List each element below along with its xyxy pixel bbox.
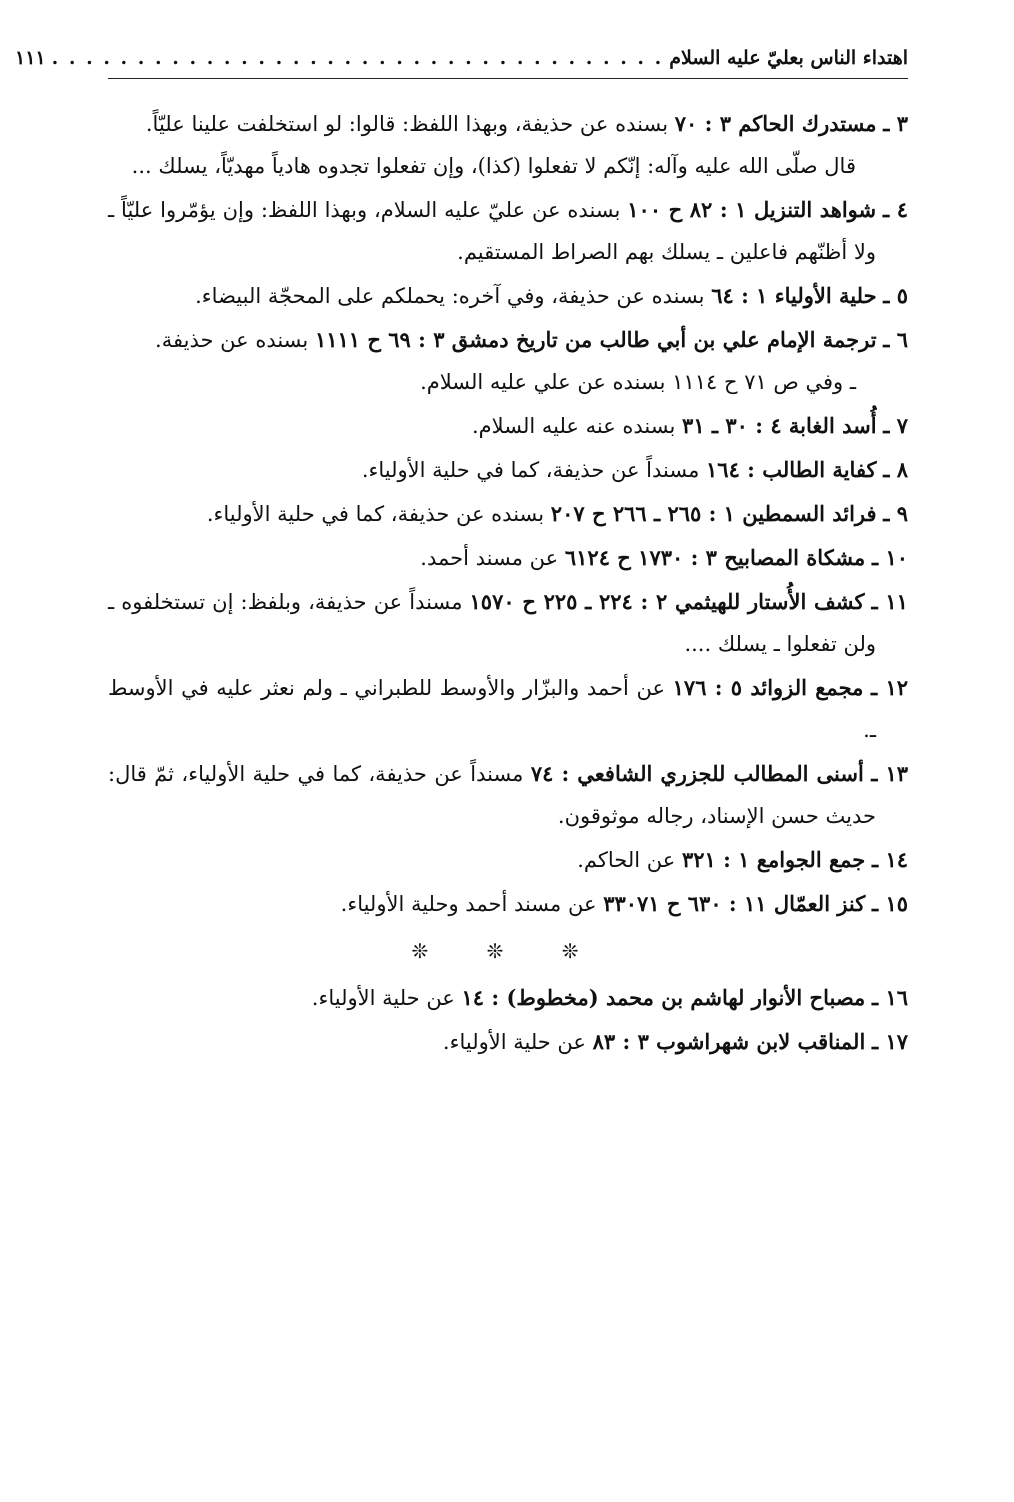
entry-number: ٥ ـ <box>883 283 908 308</box>
entry-text: بسنده عن حذيفة، كما في حلية الأولياء. <box>206 502 545 526</box>
entry-number: ١٣ ـ <box>871 761 908 786</box>
list-item <box>108 1021 908 1063</box>
list-item <box>108 537 908 579</box>
list-item <box>108 667 908 751</box>
entry-number: ٤ ـ <box>883 197 908 222</box>
entry-source: مستدرك الحاكم ٣ : ٧٠ <box>674 111 877 136</box>
list-item <box>108 103 908 187</box>
list-item <box>108 189 908 273</box>
list-item <box>108 405 908 447</box>
list-item <box>108 275 908 317</box>
entry-source: مجمع الزوائد ٥ : ١٧٦ <box>672 675 864 700</box>
entry-text: مسنداً عن حذيفة، كما في حلية الأولياء، ثمّ قال: حديث حسن الإسناد، رجاله موثوقون. <box>108 762 876 828</box>
entry-subtext: ـ وفي ص ٧١ ح ١١١٤ بسنده عن علي عليه السلام. <box>420 370 856 394</box>
entry-number: ١٠ ـ <box>871 545 908 570</box>
entry-source: أُسد الغابة ٤ : ٣٠ ـ ٣١ <box>682 413 877 438</box>
header-leader-dots: . . . . . . . . . . . . . . . . . . . . . . . . . . . . . . . . . . . . <box>51 47 664 69</box>
entry-source: مشكاة المصابيح ٣ : ١٧٣٠ ح ٦١٢٤ <box>564 545 866 570</box>
entry-source: المناقب لابن شهراشوب ٣ : ٨٣ <box>592 1029 866 1054</box>
entry-number: ١٧ ـ <box>871 1029 908 1054</box>
entry-number: ٧ ـ <box>883 413 908 438</box>
entry-text: بسنده عنه عليه السلام. <box>472 414 676 438</box>
entry-text: بسنده عن حذيفة. <box>155 328 309 352</box>
list-item <box>108 977 908 1019</box>
entry-text: بسنده عن عليّ عليه السلام، وبهذا اللفظ: وإن يؤمّروا عليّاً ـ ولا أظنّهم فاعلين ـ يسلك بهم الصراط المستقيم. <box>108 198 876 264</box>
running-header <box>15 38 908 78</box>
entry-number: ٦ ـ <box>883 327 908 352</box>
page-number: ١١١ <box>15 47 46 69</box>
entry-number: ١٢ ـ <box>871 675 908 700</box>
entry-text: مسنداً عن حذيفة، كما في حلية الأولياء. <box>361 458 700 482</box>
entry-text: مسنداً عن حذيفة، وبلفظ: إن تستخلفوه ـ ولن تفعلوا ـ يسلك .... <box>108 590 876 656</box>
list-item <box>108 839 908 881</box>
source-list-continued <box>108 977 908 1063</box>
entry-number: ١٦ ـ <box>871 985 908 1010</box>
entry-source: شواهد التنزيل ١ : ٨٢ ح ١٠٠ <box>627 197 877 222</box>
entry-text: عن أحمد والبزّار والأوسط للطبراني ـ ولم نعثر عليه في الأوسط ـ. <box>108 676 876 742</box>
entry-source: ترجمة الإمام علي بن أبي طالب من تاريخ دمشق ٣ : ٦٩ ح ١١١١ <box>314 327 877 352</box>
entry-text: عن الحاكم. <box>577 848 676 872</box>
list-item <box>108 493 908 535</box>
entry-number: ١٤ ـ <box>871 847 908 872</box>
list-item <box>108 753 908 837</box>
header-title: اهتداء الناس بعليّ عليه السلام <box>669 47 908 69</box>
entry-source: حلية الأولياء ١ : ٦٤ <box>711 283 877 308</box>
header-rule <box>108 78 908 79</box>
entry-source: كشف الأُستار للهيثمي ٢ : ٢٢٤ ـ ٢٢٥ ح ١٥٧٠ <box>469 589 865 614</box>
entry-number: ١١ ـ <box>871 589 908 614</box>
entry-source: جمع الجوامع ١ : ٣٢١ <box>681 847 866 872</box>
list-item <box>108 449 908 491</box>
list-item <box>108 883 908 925</box>
entry-text: عن مسند أحمد. <box>420 546 559 570</box>
entry-text: عن حلية الأولياء. <box>442 1030 586 1054</box>
section-separator: ❊ ❊ ❊ <box>411 939 605 963</box>
entry-number: ١٥ ـ <box>871 891 908 916</box>
entry-source: أسنى المطالب للجزري الشافعي : ٧٤ <box>530 761 864 786</box>
entry-text: عن مسند أحمد وحلية الأولياء. <box>340 892 597 916</box>
book-page <box>15 38 908 1478</box>
list-item <box>108 581 908 665</box>
entry-text: بسنده عن حذيفة، وفي آخره: يحملكم على المحجّة البيضاء. <box>195 284 705 308</box>
entry-number: ٨ ـ <box>883 457 908 482</box>
entry-source: فرائد السمطين ١ : ٢٦٥ ـ ٢٦٦ ح ٢٠٧ <box>550 501 877 526</box>
entry-text: بسنده عن حذيفة، وبهذا اللفظ: قالوا: لو استخلفت علينا عليّاً. <box>145 112 669 136</box>
entry-subtext: قال صلّى الله عليه وآله: إنّكم لا تفعلوا (كذا)، وإن تفعلوا تجدوه هادياً مهديّاً، يسلك ... <box>131 154 856 178</box>
list-item <box>108 319 908 403</box>
entry-source: كفاية الطالب : ١٦٤ <box>706 457 877 482</box>
entry-source: كنز العمّال ١١ : ٦٣٠ ح ٣٣٠٧١ <box>603 891 866 916</box>
source-list <box>108 103 908 925</box>
entry-text: عن حلية الأولياء. <box>311 986 455 1010</box>
entry-number: ٣ ـ <box>883 111 908 136</box>
entry-number: ٩ ـ <box>883 501 908 526</box>
entry-source: مصباح الأنوار لهاشم بن محمد (مخطوط) : ١٤ <box>461 985 866 1010</box>
